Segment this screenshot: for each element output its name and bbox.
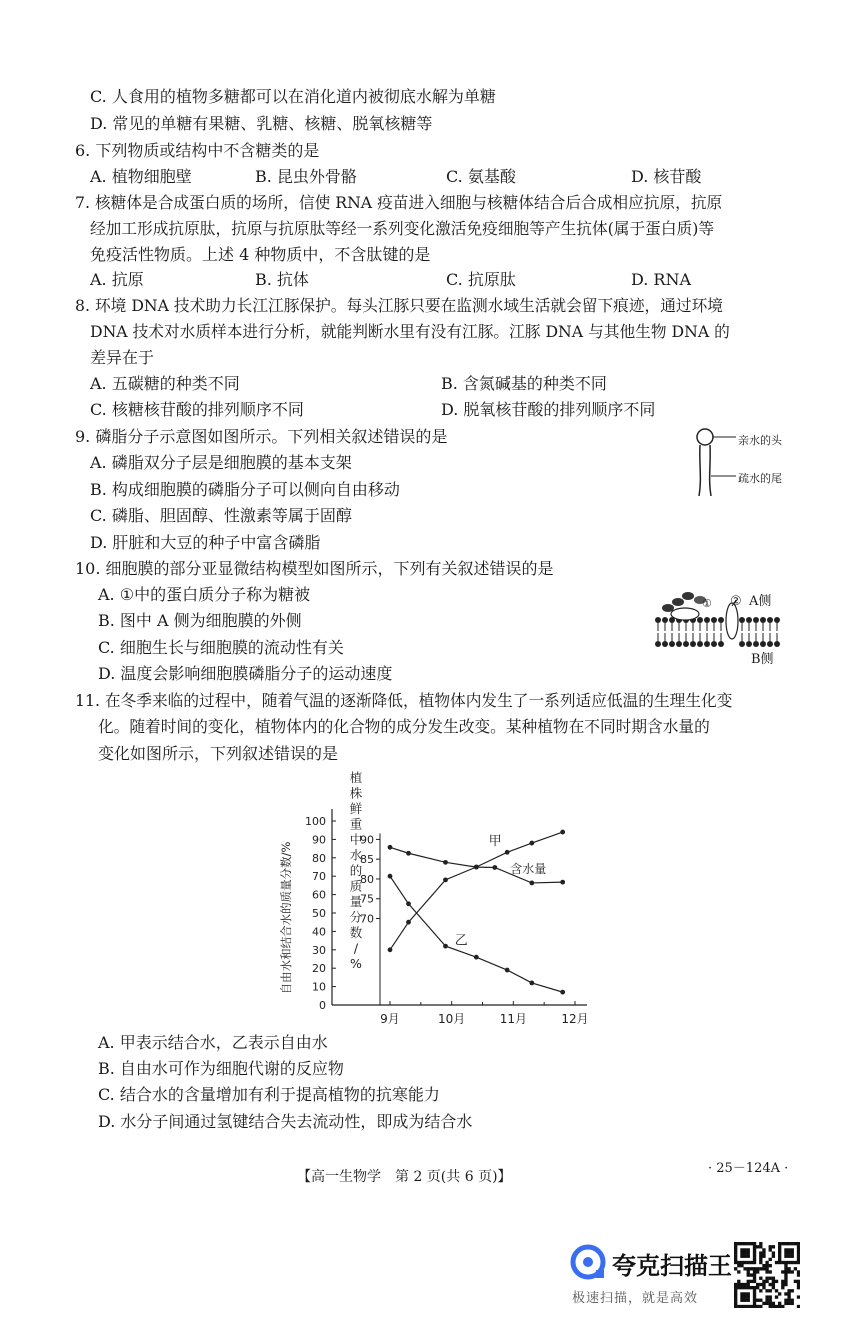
quark-logo-icon	[570, 1244, 606, 1280]
data-point	[388, 845, 393, 850]
right-tick-label: 75	[360, 892, 374, 906]
q11-option-c: C. 结合水的含量增加有利于提高植物的抗寒能力	[98, 1085, 440, 1104]
data-point	[560, 990, 565, 995]
series-label-甲: 甲	[488, 833, 502, 849]
inner-phospholipid-head	[676, 641, 682, 647]
data-point	[406, 901, 411, 906]
q6-option-a: A. 植物细胞壁	[90, 167, 192, 186]
q11-stem-3: 变化如图所示，下列叙述错误的是	[98, 744, 339, 763]
x-tick-label: 10月	[438, 1012, 466, 1026]
left-tick-label: 60	[312, 888, 326, 902]
q6-option-c: C. 氨基酸	[446, 167, 516, 186]
q11-option-d: D. 水分子间通过氢键结合失去流动性，即成为结合水	[98, 1112, 473, 1131]
q6-option-d: D. 核苷酸	[631, 167, 702, 186]
series-label-含水量: 含水量	[510, 862, 547, 877]
data-point	[474, 865, 479, 870]
data-point	[505, 850, 510, 855]
left-tick-label: 80	[312, 851, 326, 865]
scanner-brand-name: 夸克扫描王	[612, 1252, 732, 1280]
data-point	[560, 880, 565, 885]
inner-phospholipid-head	[704, 641, 710, 647]
inner-phospholipid-head	[746, 641, 752, 647]
chart-series	[388, 830, 565, 995]
outer-phospholipid-head	[774, 617, 780, 623]
outer-phospholipid-head	[760, 617, 766, 623]
q5-option-c: C. 人食用的植物多糖都可以在消化道内被彻底水解为单糖	[90, 87, 496, 106]
series-line-甲	[390, 832, 563, 950]
inner-phospholipid-head	[669, 641, 675, 647]
q8-option-d: D. 脱氧核苷酸的排列顺序不同	[441, 400, 656, 419]
outer-phospholipid-head	[655, 617, 661, 623]
data-point	[505, 968, 510, 973]
inner-phospholipid-head	[753, 641, 759, 647]
q8-stem-1: 8. 环境 DNA 技术助力长江江豚保护。每头江豚只要在监测水域生活就会留下痕迹，通过环境	[75, 296, 723, 315]
outer-phospholipid-head	[767, 617, 773, 623]
inner-phospholipid-head	[711, 641, 717, 647]
left-tick-label: 70	[312, 870, 326, 884]
q9-option-a: A. 磷脂双分子层是细胞膜的基本支架	[90, 453, 352, 472]
left-tick-label: 20	[312, 962, 326, 976]
inner-phospholipid-head	[760, 641, 766, 647]
label-b-side: B侧	[751, 652, 774, 667]
q7-option-a: A. 抗原	[90, 270, 144, 289]
q8-option-c: C. 核糖核苷酸的排列顺序不同	[90, 400, 304, 419]
data-point	[443, 860, 448, 865]
label-hydrophobic-tail: 疏水的尾	[738, 472, 782, 485]
scanner-slogan: 极速扫描，就是高效	[572, 1291, 699, 1306]
inner-phospholipid-head	[683, 641, 689, 647]
hydrophilic-head	[697, 429, 713, 445]
inner-phospholipid-head	[690, 641, 696, 647]
outer-phospholipid-head	[739, 617, 745, 623]
q7-option-c: C. 抗原肽	[446, 270, 516, 289]
q11-option-b: B. 自由水可作为细胞代谢的反应物	[98, 1059, 344, 1078]
inner-phospholipid-head	[739, 641, 745, 647]
data-point	[529, 981, 534, 986]
right-tick-label: 90	[360, 833, 374, 847]
q10-option-c: C. 细胞生长与细胞膜的流动性有关	[98, 638, 344, 657]
right-axis-title: 植株鲜重中水的质量分数/ %	[349, 770, 363, 971]
series-line-乙	[390, 876, 563, 992]
page-footer: 【高一生物学 第 2 页(共 6 页)】	[297, 1169, 512, 1185]
phospholipid-bilayer	[655, 617, 780, 647]
inner-phospholipid-head	[718, 641, 724, 647]
label-circle-2: ②	[730, 594, 742, 609]
data-point	[492, 865, 497, 870]
q5-option-d: D. 常见的单糖有果糖、乳糖、核糖、脱氧核糖等	[90, 114, 433, 133]
hydrophobic-tail-2	[710, 445, 711, 496]
outer-phospholipid-head	[753, 617, 759, 623]
inner-phospholipid-head	[774, 641, 780, 647]
label-a-side: A侧	[749, 594, 772, 609]
q6-stem: 6. 下列物质或结构中不含糖类的是	[75, 141, 320, 160]
left-tick-label: 100	[305, 815, 326, 828]
q9-option-d: D. 肝脏和大豆的种子中富含磷脂	[90, 533, 321, 552]
hydrophobic-tail-1	[699, 445, 700, 496]
left-tick-label: 90	[312, 833, 326, 847]
q9-stem: 9. 磷脂分子示意图如图所示。下列相关叙述错误的是	[75, 427, 448, 446]
q8-stem-2: DNA 技术对水质样本进行分析，就能判断水里有没有江豚。江豚 DNA 与其他生物 DNA 的	[90, 322, 730, 341]
q7-stem-1: 7. 核糖体是合成蛋白质的场所，信使 RNA 疫苗进入细胞与核糖体结合后合成相应抗原，抗原	[75, 193, 723, 212]
qr-code[interactable]	[734, 1242, 800, 1308]
label-hydrophilic-head: 亲水的头	[738, 434, 782, 447]
x-tick-label: 12月	[561, 1012, 589, 1026]
x-tick-label: 11月	[499, 1012, 527, 1026]
q8-stem-3: 差异在于	[90, 348, 155, 367]
left-tick-label: 10	[312, 980, 326, 994]
q6-option-b: B. 昆虫外骨骼	[255, 167, 357, 186]
data-point	[388, 947, 393, 952]
q11-stem-1: 11. 在冬季来临的过程中，随着气温的逐渐降低，植物体内发生了一系列适应低温的生理生化变	[75, 691, 733, 710]
left-tick-label: 50	[312, 907, 326, 920]
outer-phospholipid-head	[718, 617, 724, 623]
data-point	[406, 851, 411, 856]
q10-option-a: A. ①中的蛋白质分子称为糖被	[98, 585, 311, 604]
q8-option-b: B. 含氮碱基的种类不同	[441, 374, 607, 393]
exam-code: · 25－124A ·	[708, 1161, 789, 1176]
q11-stem-2: 化。随着时间的变化，植物体内的化合物的成分发生改变。某种植物在不同时期含水量的	[98, 717, 710, 736]
data-point	[529, 841, 534, 846]
data-point	[474, 955, 479, 960]
right-tick-label: 70	[360, 912, 374, 926]
left-tick-label: 0	[319, 999, 326, 1012]
outer-phospholipid-head	[697, 617, 703, 623]
data-point	[406, 920, 411, 925]
left-tick-label: 30	[312, 943, 326, 957]
data-point	[443, 877, 448, 882]
label-circle-1: ①	[702, 597, 712, 610]
outer-phospholipid-head	[704, 617, 710, 623]
left-axis-title: 自由水和结合水的质量分数/%	[279, 841, 293, 995]
q10-stem: 10. 细胞膜的部分亚显微结构模型如图所示，下列有关叙述错误的是	[75, 559, 554, 578]
q9-option-c: C. 磷脂、胆固醇、性激素等属于固醇	[90, 506, 352, 525]
inner-phospholipid-head	[697, 641, 703, 647]
outer-phospholipid-head	[662, 617, 668, 623]
q11-option-a: A. 甲表示结合水，乙表示自由水	[98, 1033, 328, 1052]
data-point	[388, 874, 393, 879]
series-label-乙: 乙	[454, 933, 468, 949]
q9-option-b: B. 构成细胞膜的磷脂分子可以侧向自由移动	[90, 480, 400, 499]
data-point	[560, 830, 565, 835]
x-tick-label: 9月	[380, 1012, 400, 1026]
q10-option-b: B. 图中 A 侧为细胞膜的外侧	[98, 611, 302, 630]
glycoprotein	[662, 592, 706, 620]
left-tick-label: 40	[312, 925, 326, 939]
q7-stem-2: 经加工形成抗原肽，抗原与抗原肽等经一系列变化激活免疫细胞等产生抗体(属于蛋白质)等	[90, 219, 715, 238]
inner-phospholipid-head	[662, 641, 668, 647]
q10-option-d: D. 温度会影响细胞膜磷脂分子的运动速度	[98, 664, 393, 683]
inner-phospholipid-head	[767, 641, 773, 647]
inner-phospholipid-head	[655, 641, 661, 647]
data-point	[529, 881, 534, 886]
right-tick-label: 85	[360, 853, 374, 867]
data-point	[443, 944, 448, 949]
outer-phospholipid-head	[746, 617, 752, 623]
q8-option-a: A. 五碳糖的种类不同	[90, 374, 240, 393]
outer-phospholipid-head	[711, 617, 717, 623]
q7-option-b: B. 抗体	[255, 270, 309, 289]
right-tick-label: 80	[360, 872, 374, 886]
q7-option-d: D. RNA	[631, 270, 692, 289]
water-content-chart	[270, 768, 610, 1038]
q7-stem-3: 免疫活性物质。上述 4 种物质中，不含肽键的是	[90, 245, 431, 264]
chart-ticks	[305, 815, 589, 1026]
